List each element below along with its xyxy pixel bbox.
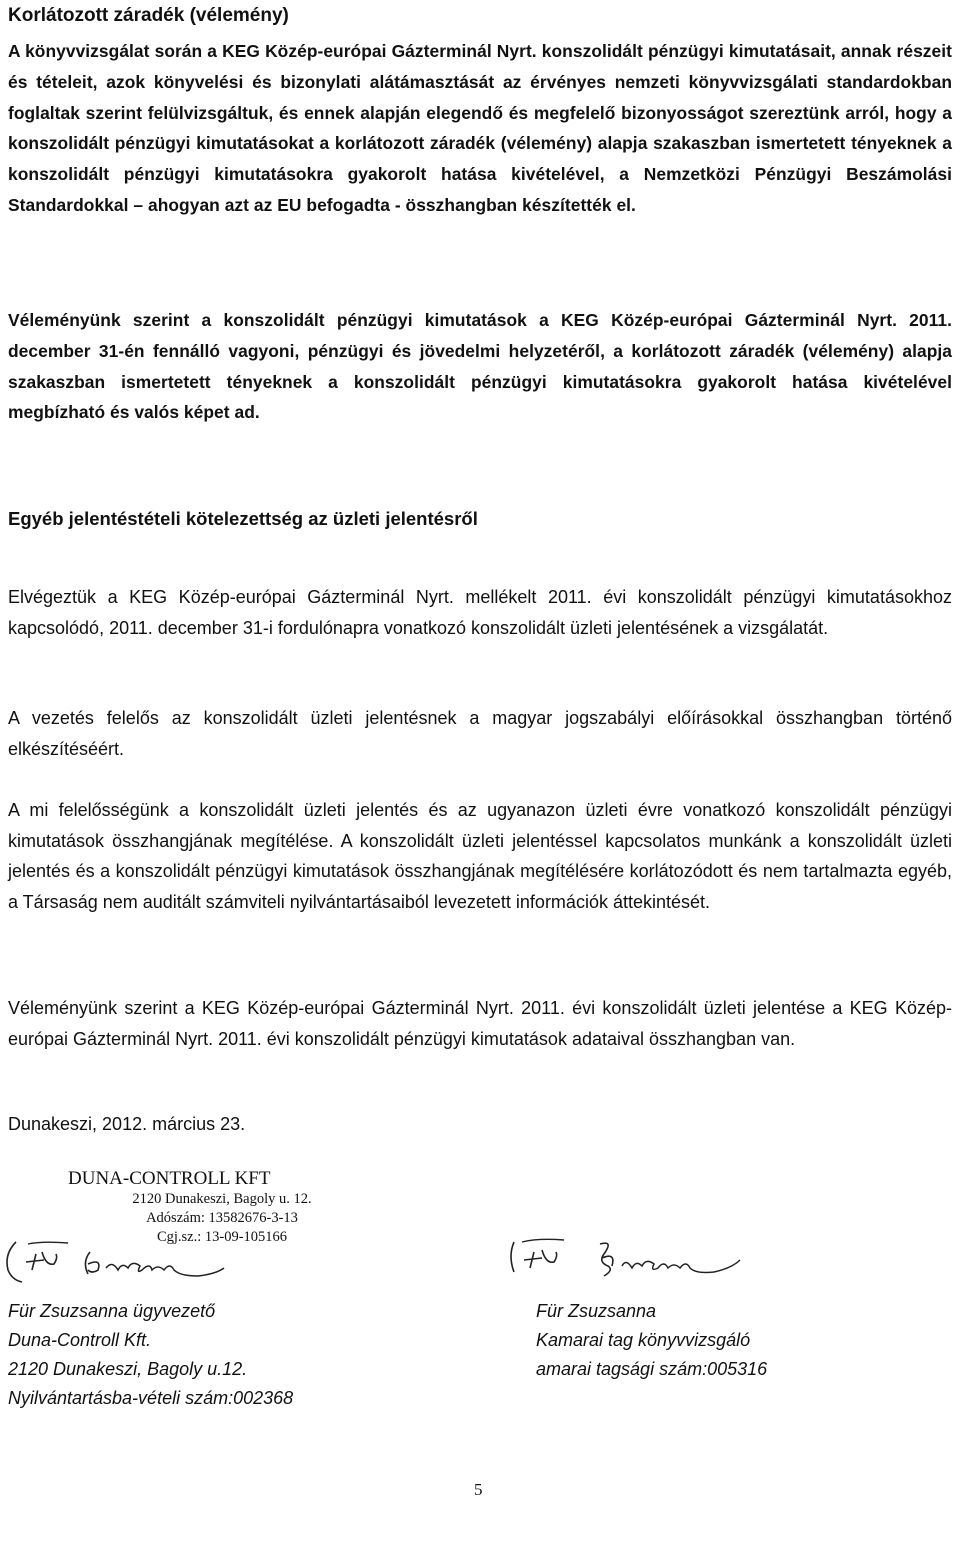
- heading-qualified-opinion: Korlátozott záradék (vélemény): [8, 5, 289, 26]
- page-number: 5: [474, 1480, 483, 1499]
- auditor-title: Kamarai tag könyvvizsgáló: [536, 1330, 751, 1350]
- auditor-membership-number: amarai tagsági szám:005316: [536, 1359, 768, 1379]
- paragraph-our-responsibility: A mi felelősségünk a konszolidált üzleti jelentés és az ugyanazon üzleti évre vonatkozó konszolidált pénzügyi kimutatások összhangjának megítélése. A konszolidált üzleti jelentéssel kapcsolatos munkánk a konszolidált üzleti jelentés és a konszolidált pénzügyi kimutatások összhangjának megítélésére korlátozódott és nem tartalmazta egyéb, a Társaság nem auditált számviteli nyilvántartásaiból levezetett információk áttekintését.: [8, 800, 952, 912]
- signer-company: Duna-Controll Kft.: [8, 1330, 152, 1350]
- stamp-company-name: DUNA-CONTROLL KFT: [68, 1168, 271, 1189]
- signer-name-title: Für Zsuzsanna ügyvezető: [8, 1301, 216, 1321]
- handwritten-signature-left: [2, 1240, 262, 1288]
- paragraph-opinion: Véleményünk szerint a konszolidált pénzügyi kimutatások a KEG Közép-európai Gázterminál Nyrt. 2011. december 31-én fennálló vagyoni, pénzügyi és jövedelmi helyzetéről, a korlátozott záradék (vélemény) alapja szakaszban ismertetett tényeknek a konszolidált pénzügyi kimutatásokra gyakorolt hatása kivételével megbízható és valós képet ad.: [8, 310, 952, 423]
- paragraph-business-report-exam: Elvégeztük a KEG Közép-európai Gázterminál Nyrt. mellékelt 2011. évi konszolidált pénzügyi kimutatásokhoz kapcsolódó, 2011. december 31-i fordulónapra vonatkozó konszolidált üzleti jelentésének a vizsgálatát.: [8, 587, 952, 638]
- signer-address: 2120 Dunakeszi, Bagoly u.12.: [8, 1359, 248, 1379]
- company-stamp: [62, 1168, 382, 1247]
- stamp-tax-number: Adószám: 13582676-3-13: [146, 1210, 298, 1226]
- stamp-address: 2120 Dunakeszi, Bagoly u. 12.: [132, 1191, 312, 1207]
- signature-block-right: [536, 1297, 767, 1384]
- stamp-registry: Cgj.sz.: 13-09-105166: [156, 1229, 288, 1245]
- signature-block-left: [8, 1297, 293, 1413]
- signer-registration-number: Nyilvántartásba-vételi szám:002368: [8, 1388, 294, 1408]
- section-heading-business-report: Egyéb jelentéstételi kötelezettség az üzleti jelentésről: [8, 508, 478, 529]
- auditor-name: Für Zsuzsanna: [536, 1301, 657, 1321]
- paragraph-management-responsibility: A vezetés felelős az konszolidált üzleti jelentésnek a magyar jogszabályi előírásokkal összhangban történő elkészítéséért.: [8, 708, 952, 759]
- paragraph-business-report-opinion: Véleményünk szerint a KEG Közép-európai Gázterminál Nyrt. 2011. évi konszolidált üzleti jelentése a KEG Közép-európai Gázterminál Nyrt. 2011. évi konszolidált pénzügyi kimutatások adataival összhangban van.: [8, 998, 952, 1049]
- date-place: Dunakeszi, 2012. március 23.: [8, 1114, 246, 1134]
- paragraph-audit-scope: A könyvvizsgálat során a KEG Közép-európai Gázterminál Nyrt. konszolidált pénzügyi kimutatásait, annak részeit és tételeit, azok könyvelési és bizonylati alátámasztását az érvényes nemzeti könyvvizsgálati standardokban foglaltak szerint felülvizsgáltuk, és ennek alapján elegendő és megfelelő bizonyosságot szereztünk arról, hogy a konszolidált pénzügyi kimutatásokat a korlátozott záradék (vélemény) alapja szakaszban ismertetett tényeknek a konszolidált pénzügyi kimutatásokra gyakorolt hatása kivételével, a Nemzetközi Pénzügyi Beszámolási Standardokkal – ahogyan azt az EU befogadta - összhangban készítették el.: [8, 41, 952, 215]
- handwritten-signature-right: [504, 1236, 774, 1290]
